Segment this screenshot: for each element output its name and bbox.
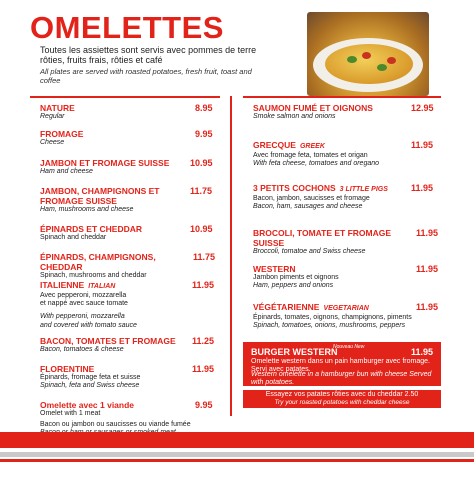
menu-item-price: 11.95 bbox=[411, 183, 434, 193]
menu-item-italienne: ITALIENNE ITALIAN 11.95 Avec pepperoni, mozzarella et nappé avec sauce tomate With pepperoni, mozzarella and covered with tomato sauce bbox=[40, 280, 215, 329]
intro-english: All plates are served with roasted potatoes, fresh fruit, toast and coffee bbox=[40, 67, 252, 85]
menu-item-price: 12.95 bbox=[411, 103, 434, 113]
menu-item-epinards-champignons: ÉPINARDS, CHAMPIGNONS, CHEDDAR 11.75 Spinach, mushrooms and cheddar bbox=[40, 252, 216, 279]
menu-item-price: 10.95 bbox=[190, 224, 213, 234]
menu-item-western: WESTERN 11.95 Jambon piments et oignons Ham, peppers and onions bbox=[253, 264, 439, 290]
omelette-shape bbox=[325, 44, 413, 84]
menu-item-nature: NATURE 8.95 Regular bbox=[40, 103, 213, 120]
menu-item-saumon: SAUMON FUMÉ ET OIGNONS 12.95 Smoke salmon and onions bbox=[253, 103, 434, 120]
menu-item-epinards-cheddar: ÉPINARDS ET CHEDDAR 10.95 Spinach and cheddar bbox=[40, 224, 213, 241]
menu-item-price: 11.95 bbox=[416, 228, 439, 238]
omelette-photo bbox=[307, 12, 429, 96]
intro-french: Toutes les assiettes sont servis avec pommes de terre rôties, fruits frais, rôties et café bbox=[40, 45, 257, 65]
special-burger-western bbox=[243, 342, 441, 386]
menu-item-brocoli: BROCOLI, TOMATE ET FROMAGE SUISSE 11.95 Broccoli, tomatoe and Swiss cheese bbox=[253, 228, 439, 255]
menu-item-price: 9.95 bbox=[195, 129, 213, 139]
note-fr: Essayez vos patates rôties avec du cheddar 2.50 bbox=[265, 391, 419, 398]
menu-item-bacon-tomates: BACON, TOMATES ET FROMAGE 11.25 Bacon, tomatoes & cheese bbox=[40, 336, 215, 353]
special-desc-fr: Omelette western dans un pain hamburger avec fromage. Servi avec patates. bbox=[251, 358, 430, 373]
footer-band-red bbox=[0, 432, 474, 448]
special-price: 11.95 bbox=[410, 347, 433, 357]
top-rule-left bbox=[30, 96, 220, 98]
menu-item-price: 8.95 bbox=[195, 103, 213, 113]
menu-item-price: 11.95 bbox=[192, 280, 215, 290]
menu-item-price: 11.95 bbox=[192, 364, 215, 374]
center-rule bbox=[230, 96, 232, 416]
footer-band-red-thin bbox=[0, 459, 474, 462]
menu-item-omelette-viande: Omelette avec 1 viande 9.95 Omelet with 1 meat Bacon ou jambon ou saucisses ou viande fumée bbox=[40, 400, 213, 429]
menu-item-florentine: FLORENTINE 11.95 Épinards, fromage feta et suisse Spinach, feta and Swiss cheese bbox=[40, 364, 215, 390]
page-title: OMELETTES bbox=[30, 10, 224, 45]
top-rule-right bbox=[243, 96, 441, 98]
new-badge: Nouveau New bbox=[333, 344, 365, 350]
menu-item-price: 11.75 bbox=[193, 252, 216, 262]
herb-garnish bbox=[377, 64, 387, 71]
potatoes-note bbox=[243, 390, 441, 408]
menu-item-price: 10.95 bbox=[190, 158, 213, 168]
menu-item-jambon-fromage: JAMBON ET FROMAGE SUISSE 10.95 Ham and cheese bbox=[40, 158, 213, 175]
menu-item-price: 11.95 bbox=[411, 140, 434, 150]
menu-item-3-petits-cochons: 3 PETITS COCHONS 3 LITTLE PIGS 11.95 Bacon, jambon, saucisses et fromage Bacon, ham, sausages and cheese bbox=[253, 183, 434, 211]
menu-item-fromage: FROMAGE 9.95 Cheese bbox=[40, 129, 213, 146]
menu-item-price: 11.75 bbox=[190, 186, 213, 196]
tomato-garnish bbox=[362, 52, 371, 59]
special-desc-en: Western omelette in a hamburger bun with cheese Served with potatoes. bbox=[251, 371, 432, 386]
menu-item-vegetarienne: VÉGÉTARIENNE VEGETARIAN 11.95 Épinards, tomates, oignons, champignons, piments Spinach, tomatoes, onions, mushrooms, peppers bbox=[253, 302, 439, 330]
menu-item-price: 11.25 bbox=[192, 336, 215, 346]
footer-band-gray bbox=[0, 452, 474, 457]
menu-item-jambon-champignons: JAMBON, CHAMPIGNONS ET FROMAGE SUISSE 11.75 Ham, mushrooms and cheese bbox=[40, 186, 213, 213]
menu-item-price: 9.95 bbox=[195, 400, 213, 410]
menu-item-price: 11.95 bbox=[416, 264, 439, 274]
menu-item-price: 11.95 bbox=[416, 302, 439, 312]
menu-item-grecque: GRECQUE GREEK 11.95 Avec fromage feta, tomates et origan With feta cheese, tomatoes and oregano bbox=[253, 140, 434, 168]
note-en: Try your roasted potatoes with cheddar cheese bbox=[274, 399, 410, 406]
special-name: BURGER WESTERN bbox=[251, 347, 338, 357]
tomato-garnish bbox=[387, 57, 396, 64]
herb-garnish bbox=[347, 56, 357, 63]
